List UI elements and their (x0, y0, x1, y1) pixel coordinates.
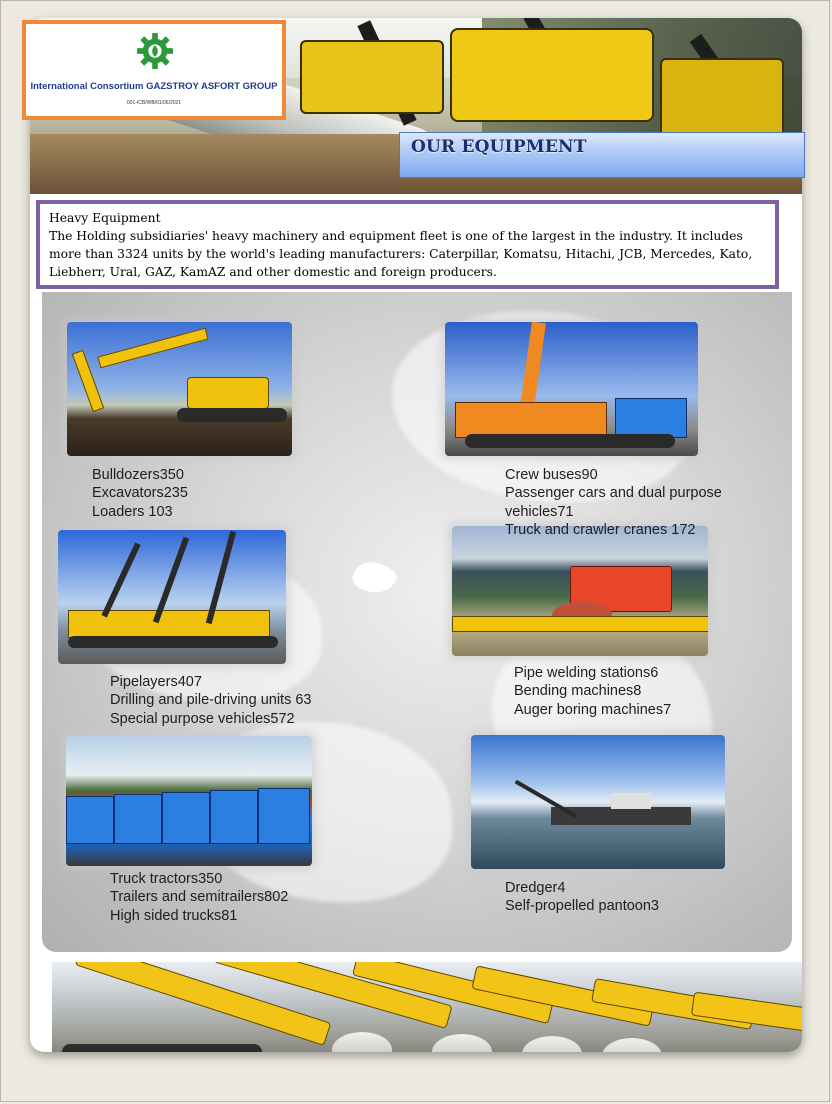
photo-truck-tractors (66, 736, 312, 866)
caption-line: Special purpose vehicles572 (110, 710, 295, 727)
caption-line: Pipelayers407 (110, 674, 202, 690)
caption-pipelayers (110, 673, 312, 728)
caption-line: Passenger cars and dual purpose (505, 485, 722, 502)
caption-line: Excavators235 (92, 485, 188, 502)
company-logo (22, 20, 286, 120)
caption-vehicles-cranes (505, 466, 722, 540)
caption-line: Drilling and pile-driving units 63 (110, 692, 312, 709)
photo-truck-crane (445, 322, 698, 456)
caption-line: Crew buses90 (505, 467, 598, 483)
caption-line: Auger boring machines7 (514, 701, 672, 718)
caption-trucks (110, 870, 288, 925)
caption-line: Bending machines8 (514, 683, 642, 700)
section-banner (399, 132, 805, 178)
caption-line: Trailers and semitrailers802 (110, 889, 289, 906)
caption-line: Pipe welding stations6 (514, 665, 659, 681)
photo-dredger (471, 735, 725, 869)
intro-heading: Heavy Equipment (49, 211, 161, 225)
caption-line: vehicles71 (505, 503, 574, 520)
caption-line: Truck tractors350 (110, 871, 223, 887)
photo-excavator (67, 322, 292, 456)
section-title: OUR EQUIPMENT (411, 137, 587, 157)
caption-line: Bulldozers350 (92, 467, 184, 483)
caption-welding (514, 664, 671, 719)
footer-photo-pipelayer-row (52, 962, 802, 1052)
caption-line: Truck and crawler cranes 172 (505, 522, 696, 539)
caption-line: Loaders 103 (92, 503, 173, 520)
gear-icon (136, 32, 174, 70)
photo-pipe-welding-station (452, 526, 708, 656)
photo-pipelayers (58, 530, 286, 664)
caption-line: Self-propelled pantoon3 (505, 898, 659, 915)
intro-box (36, 200, 779, 289)
caption-dredgers (505, 879, 659, 916)
caption-line: Dredger4 (505, 880, 566, 896)
caption-line: High sided trucks81 (110, 907, 238, 924)
document-code: 001-ICB/WB/01/06/2021 (126, 100, 182, 106)
caption-earthmoving (92, 466, 188, 521)
company-name: International Consortium GAZSTROY ASFORT GROUP (30, 81, 278, 92)
intro-body: The Holding subsidiaries' heavy machinery and equipment fleet is one of the largest in the industry. It includes more than 3324 units by the world's leading manufacturers: Caterpillar, Komatsu, Hitachi, JCB, Mercedes, Kato, Liebherr, Ural, GAZ, KamAZ and other domestic and foreign producers. (49, 229, 753, 279)
